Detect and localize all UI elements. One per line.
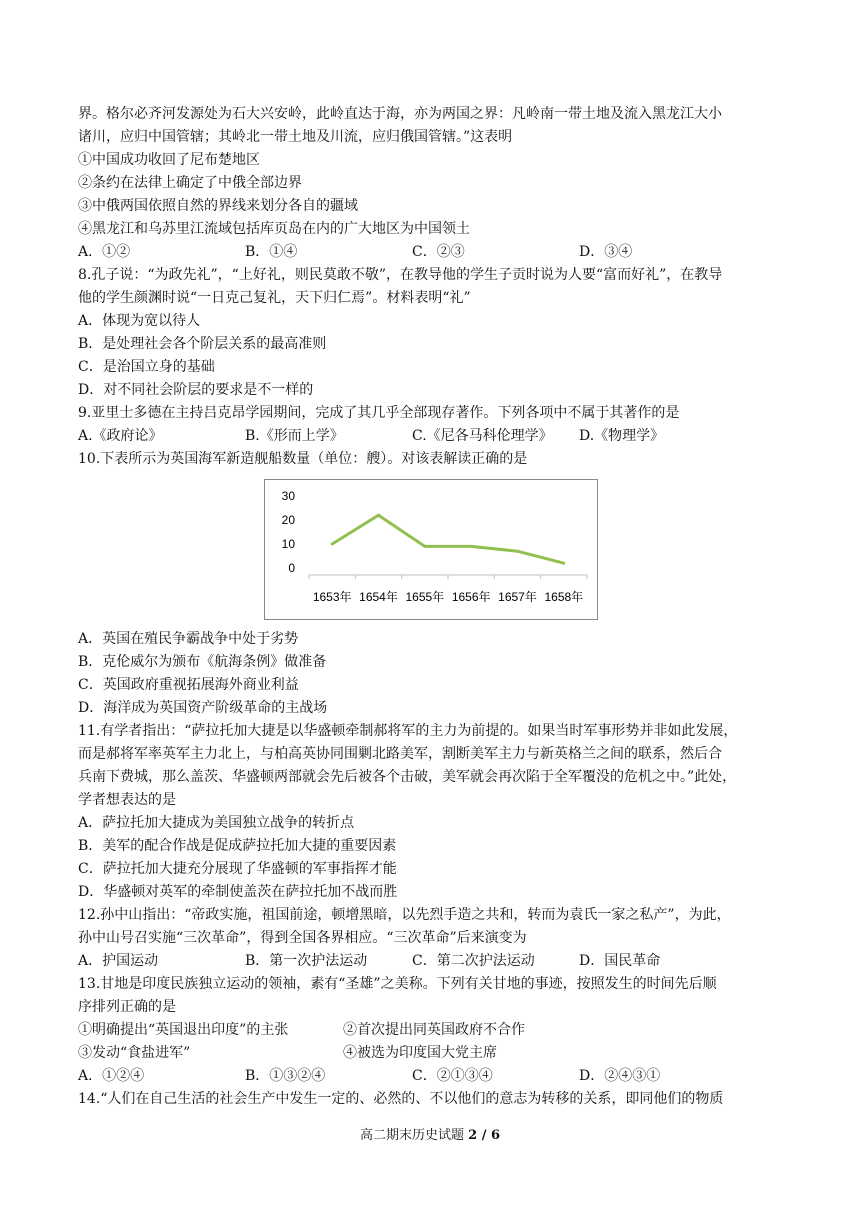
- q13-option-c: C．②①③④: [412, 1068, 493, 1084]
- q8-text-line-1: 8.孔子说：“为政先礼”，“上好礼，则民莫敢不敬”，在教导他的学生子贡时说为人要“富而好礼”，在教导: [78, 267, 723, 283]
- q7-statement-3: ③中俄两国依照自然的界线来划分各自的疆域: [78, 198, 358, 214]
- q11-text-line-2: 而是郝将军率英军主力北上，与柏高英协同围剿北路美军，割断美军主力与新英格兰之间的联系，然后合: [78, 746, 722, 762]
- q13-option-b: B．①③②④: [245, 1068, 326, 1084]
- q12-option-b: B．第一次护法运动: [245, 953, 368, 969]
- q8-option-a: A．体现为宽以待人: [78, 313, 201, 329]
- q7-statement-4: ④黑龙江和乌苏里江流域包括库页岛在内的广大地区为中国领土: [78, 221, 470, 237]
- q7-text-line-2: 诸川，应归中国管辖；其岭北一带土地及川流，应归俄国管辖。”这表明: [78, 129, 513, 145]
- footer-page-number: 2 / 6: [468, 1128, 501, 1143]
- q7-option-d: D．③④: [579, 244, 633, 260]
- exam-page: [78, 103, 784, 1111]
- q12-option-a: A．护国运动: [78, 953, 159, 969]
- q11-text-line-4: 学者想表达的是: [78, 792, 176, 808]
- q13-text-line-1: 13.甘地是印度民族独立运动的领袖，素有“圣雄”之美称。下列有关甘地的事迹，按照发生的时间先后顺: [78, 976, 717, 992]
- footer-title: 高二期末历史试题: [359, 1128, 464, 1143]
- q10-option-c: C．英国政府重视拓展海外商业利益: [78, 677, 299, 693]
- q9-option-b: B.《形而上学》: [245, 428, 344, 444]
- q13-statement-1: ①明确提出“英国退出印度”的主张: [78, 1022, 289, 1038]
- data-point: [470, 545, 473, 548]
- q12-option-c: C．第二次护法运动: [412, 953, 535, 969]
- q7-text-line-1: 界。格尔必齐河发源处为石大兴安岭，此岭直达于海，亦为两国之界：凡岭南一带土地及流入黑龙江大小: [78, 106, 722, 122]
- data-point: [377, 514, 380, 517]
- q11-text-line-3: 兵南下费城，那么盖茨、华盛顿两部就会先后被各个击破，美军就会再次陷于全军覆没的危机之中。”此处，: [78, 769, 737, 785]
- q10-option-d: D．海洋成为英国资产阶级革命的主战场: [78, 700, 328, 716]
- q7-statement-2: ②条约在法律上确定了中俄全部边界: [78, 175, 302, 191]
- q10-text-line-1: 10.下表所示为英国海军新造舰船数量（单位：艘）。对该表解读正确的是: [78, 451, 528, 467]
- q9-option-c: C.《尼各马科伦理学》: [412, 428, 553, 444]
- line-chart-svg: [265, 480, 597, 619]
- q9-option-d: D.《物理学》: [579, 428, 665, 444]
- y-tick-label: 0: [288, 561, 295, 575]
- q11-option-a: A．萨拉托加大捷成为美国独立战争的转折点: [78, 815, 355, 831]
- x-tick-label: 1655年: [405, 590, 445, 604]
- data-point: [331, 543, 334, 546]
- y-tick-label: 10: [281, 537, 295, 551]
- q10-option-b: B．克伦威尔为颁布《航海条例》做准备: [78, 654, 327, 670]
- q11-text-line-1: 11.有学者指出：“萨拉托加大捷是以华盛顿牵制郝将军的主力为前提的。如果当时军事形势并非如此发展，: [78, 723, 738, 739]
- q12-option-d: D．国民革命: [579, 953, 661, 969]
- q7-statement-1: ①中国成功收回了尼布楚地区: [78, 152, 260, 168]
- q13-option-d: D．②④③①: [579, 1068, 661, 1084]
- q9-text-line-1: 9.亚里士多德在主持吕克昂学园期间，完成了其几乎全部现存著作。下列各项中不属于其著作的是: [78, 405, 680, 421]
- q13-text-line-2: 序排列正确的是: [78, 999, 176, 1015]
- q10-option-a: A．英国在殖民争霸战争中处于劣势: [78, 631, 299, 647]
- ship-count-chart: [264, 479, 598, 620]
- q8-option-b: B．是处理社会各个阶层关系的最高准则: [78, 336, 327, 352]
- q13-statements-row-2: [78, 1042, 784, 1065]
- q8-option-c: C．是治国立身的基础: [78, 359, 215, 375]
- series-line: [332, 515, 564, 563]
- x-tick-label: 1657年: [498, 590, 537, 604]
- q11-option-c: C．萨拉托加大捷充分展现了华盛顿的军事指挥才能: [78, 861, 397, 877]
- q9-options: [78, 425, 784, 448]
- q13-statement-4: ④被选为印度国大党主席: [343, 1045, 497, 1061]
- y-tick-label: 20: [281, 513, 295, 527]
- x-tick-label: 1653年: [312, 590, 352, 604]
- q9-option-a: A.《政府论》: [78, 428, 163, 444]
- page-footer: [0, 1124, 860, 1143]
- q8-text-line-2: 他的学生颜渊时说“一日克己复礼，天下归仁焉”。材料表明“礼”: [78, 290, 471, 306]
- q13-option-a: A．①②④: [78, 1068, 145, 1084]
- q12-options: [78, 950, 784, 973]
- q8-option-d: D．对不同社会阶层的要求是不一样的: [78, 382, 314, 398]
- y-tick-label: 30: [281, 489, 295, 503]
- q12-text-line-2: 孙中山号召实施“三次革命”，得到全国各界相应。“三次革命”后来演变为: [78, 930, 527, 946]
- q13-options: [78, 1065, 784, 1088]
- data-point: [516, 550, 519, 553]
- x-tick-label: 1656年: [451, 590, 491, 604]
- q7-option-b: B．①④: [245, 244, 298, 260]
- q13-statement-2: ②首次提出同英国政府不合作: [343, 1022, 525, 1038]
- q12-text-line-1: 12.孙中山指出：“帝政实施，祖国前途，顿增黑暗，以先烈手造之共和，转而为袁氏一家之私产”，为此，: [78, 907, 731, 923]
- q7-options: [78, 241, 784, 264]
- data-point: [562, 562, 565, 565]
- x-tick-label: 1654年: [359, 590, 398, 604]
- data-point: [423, 545, 426, 548]
- q7-option-c: C．②③: [412, 244, 465, 260]
- q11-option-d: D．华盛顿对英军的牵制使盖茨在萨拉托加不战而胜: [78, 884, 398, 900]
- q14-text-line-1: 14.“人们在自己生活的社会生产中发生一定的、必然的、不以他们的意志为转移的关系，即同他们的物质: [78, 1091, 724, 1107]
- x-tick-label: 1658年: [544, 590, 584, 604]
- q13-statement-3: ③发动“食盐进军”: [78, 1045, 191, 1061]
- q13-statements-row-1: [78, 1019, 784, 1042]
- q7-option-a: A．①②: [78, 244, 131, 260]
- q11-option-b: B．美军的配合作战是促成萨拉托加大捷的重要因素: [78, 838, 397, 854]
